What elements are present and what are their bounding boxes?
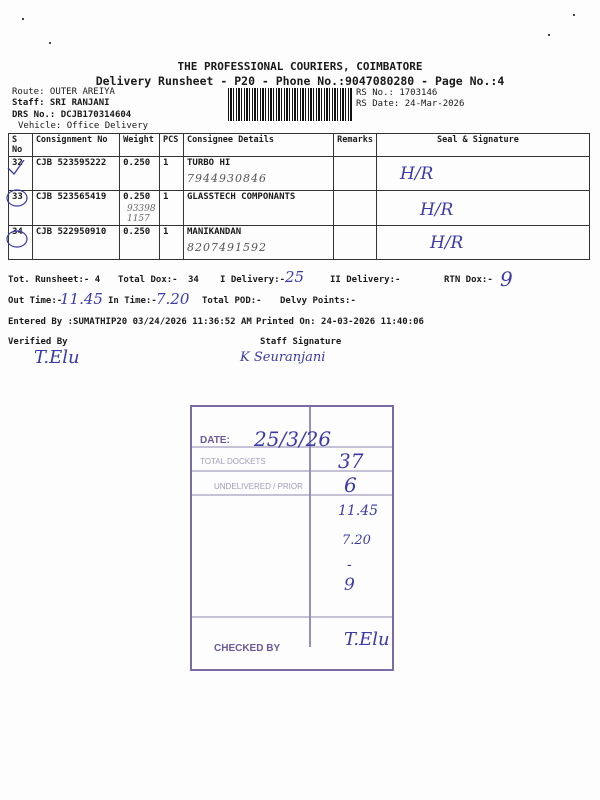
staff-signature: K Seuranjani xyxy=(240,350,326,365)
i-delivery-label: I Delivery:- xyxy=(220,275,286,285)
table-header-row xyxy=(9,134,590,157)
row-consignment: CJB 523565419 xyxy=(32,191,119,226)
col-consignment: Consignment No xyxy=(32,134,119,157)
table-row xyxy=(9,191,590,226)
stamp-checked-label: CHECKED BY xyxy=(214,643,281,654)
col-consignee: Consignee Details xyxy=(183,134,333,157)
col-pcs: PCS xyxy=(160,134,184,157)
drs-number: DRS No.: DCJB170314604 xyxy=(12,110,132,120)
row-weight: 0.250 xyxy=(120,226,160,260)
row-consignment: CJB 523595222 xyxy=(32,157,119,191)
scan-speck xyxy=(22,18,24,20)
seal-sign: H/R xyxy=(429,233,464,253)
verified-signature: T.Elu xyxy=(34,347,80,368)
row-seal xyxy=(376,191,589,226)
row-remarks xyxy=(334,191,377,226)
printed-on: Printed On: 24-03-2026 11:40:06 xyxy=(256,317,424,327)
staff: Staff: SRI RANJANI xyxy=(12,98,110,108)
col-weight: Weight xyxy=(120,134,160,157)
barcode xyxy=(228,88,352,121)
row-pcs: 1 xyxy=(160,191,184,226)
row-sno: 34 xyxy=(9,226,33,260)
row-remarks xyxy=(334,226,377,260)
row-seal xyxy=(376,157,589,191)
consignee-name: GLASSTECH COMPONANTS xyxy=(186,192,296,202)
consignee-phone: 7944930846 xyxy=(186,172,267,185)
ii-delivery-label: II Delivery:- xyxy=(330,275,401,285)
i-delivery-hand: 25 xyxy=(285,268,305,286)
consignee-name: MANIKANDAN xyxy=(186,227,242,237)
in-time-label: In Time:- xyxy=(108,296,157,306)
total-pod-label: Total POD:- xyxy=(202,296,262,306)
stamp-total-label: TOTAL DOCKETS xyxy=(200,457,266,466)
rs-number: RS No.: 1703146 xyxy=(356,88,438,98)
scan-speck xyxy=(548,34,550,36)
scan-speck xyxy=(573,14,575,16)
stamp-blank-hand: - xyxy=(347,557,352,573)
consignee-phone: 8207491592 xyxy=(186,241,267,254)
circle-mark-icon xyxy=(7,231,27,247)
stamp-date-hand: 25/3/26 xyxy=(254,427,332,451)
stamp-rtn-hand: 9 xyxy=(344,575,355,595)
tot-runsheet: Tot. Runsheet:- 4 xyxy=(8,275,101,285)
row-consignee xyxy=(183,226,333,260)
staff-signature-label: Staff Signature xyxy=(260,337,342,347)
table-row xyxy=(9,226,590,260)
row-pcs: 1 xyxy=(160,226,184,260)
row-seal xyxy=(376,226,589,260)
pen-marks-svg xyxy=(4,160,32,250)
checkmark-icon xyxy=(8,160,24,174)
circle-mark-icon xyxy=(7,190,27,206)
row-weight: 0.250 xyxy=(120,191,160,226)
row-consignee xyxy=(183,157,333,191)
stamp-out-hand: 11.45 xyxy=(338,503,379,519)
total-dox-value: 34 xyxy=(188,275,199,285)
stamp-in-hand: 7.20 xyxy=(342,533,371,548)
stamp-total-hand: 37 xyxy=(338,449,364,473)
total-dox-label: Total Dox:- xyxy=(118,275,178,285)
company-title: THE PROFESSIONAL COURIERS, COIMBATORE xyxy=(177,60,423,73)
stamp-checked-sign: T.Elu xyxy=(344,629,390,650)
stamp-date-label: DATE: xyxy=(200,435,230,446)
rtn-dox-hand: 9 xyxy=(500,267,513,291)
col-remarks: Remarks xyxy=(334,134,377,157)
entered-by: Entered By :SUMATHIP20 03/24/2026 11:36:52 AM xyxy=(8,317,252,327)
consignee-name: TURBO HI xyxy=(186,158,231,168)
row-remarks xyxy=(334,157,377,191)
delvy-points-label: Delvy Points:- xyxy=(280,296,356,306)
rtn-dox-label: RTN Dox:- xyxy=(444,275,493,285)
rs-date: RS Date: 24-Mar-2026 xyxy=(356,99,465,109)
verified-by-label: Verified By xyxy=(8,337,68,347)
row-sno: 33 xyxy=(9,191,33,226)
row-weight: 0.250 xyxy=(120,157,160,191)
col-sno: S No xyxy=(9,134,33,157)
stamp-undelivered-hand: 6 xyxy=(344,473,357,497)
in-time-hand: 7.20 xyxy=(156,290,190,308)
seal-sign: H/R xyxy=(399,164,434,184)
vehicle: Vehicle: Office Delivery xyxy=(18,121,149,131)
stamp-undelivered-label: UNDELIVERED / PRIOR xyxy=(214,482,303,491)
route: Route: OUTER AREIYA xyxy=(12,87,115,97)
runsheet-subtitle: Delivery Runsheet - P20 - Phone No.:9047080280 - Page No.:4 xyxy=(95,74,505,88)
scan-speck xyxy=(49,42,51,44)
row-consignment: CJB 522950910 xyxy=(32,226,119,260)
delivery-stamp xyxy=(190,405,394,671)
out-time-label: Out Time:- xyxy=(8,296,63,306)
seal-sign: H/R xyxy=(419,200,454,220)
col-seal: Seal & Signature xyxy=(376,134,589,157)
table-row xyxy=(9,157,590,191)
row-sno: 32 xyxy=(9,157,33,191)
row-pcs: 1 xyxy=(160,157,184,191)
consignee-phone: 93398 1157 xyxy=(126,204,156,224)
runsheet-table xyxy=(8,133,590,260)
out-time-hand: 11.45 xyxy=(60,290,103,308)
